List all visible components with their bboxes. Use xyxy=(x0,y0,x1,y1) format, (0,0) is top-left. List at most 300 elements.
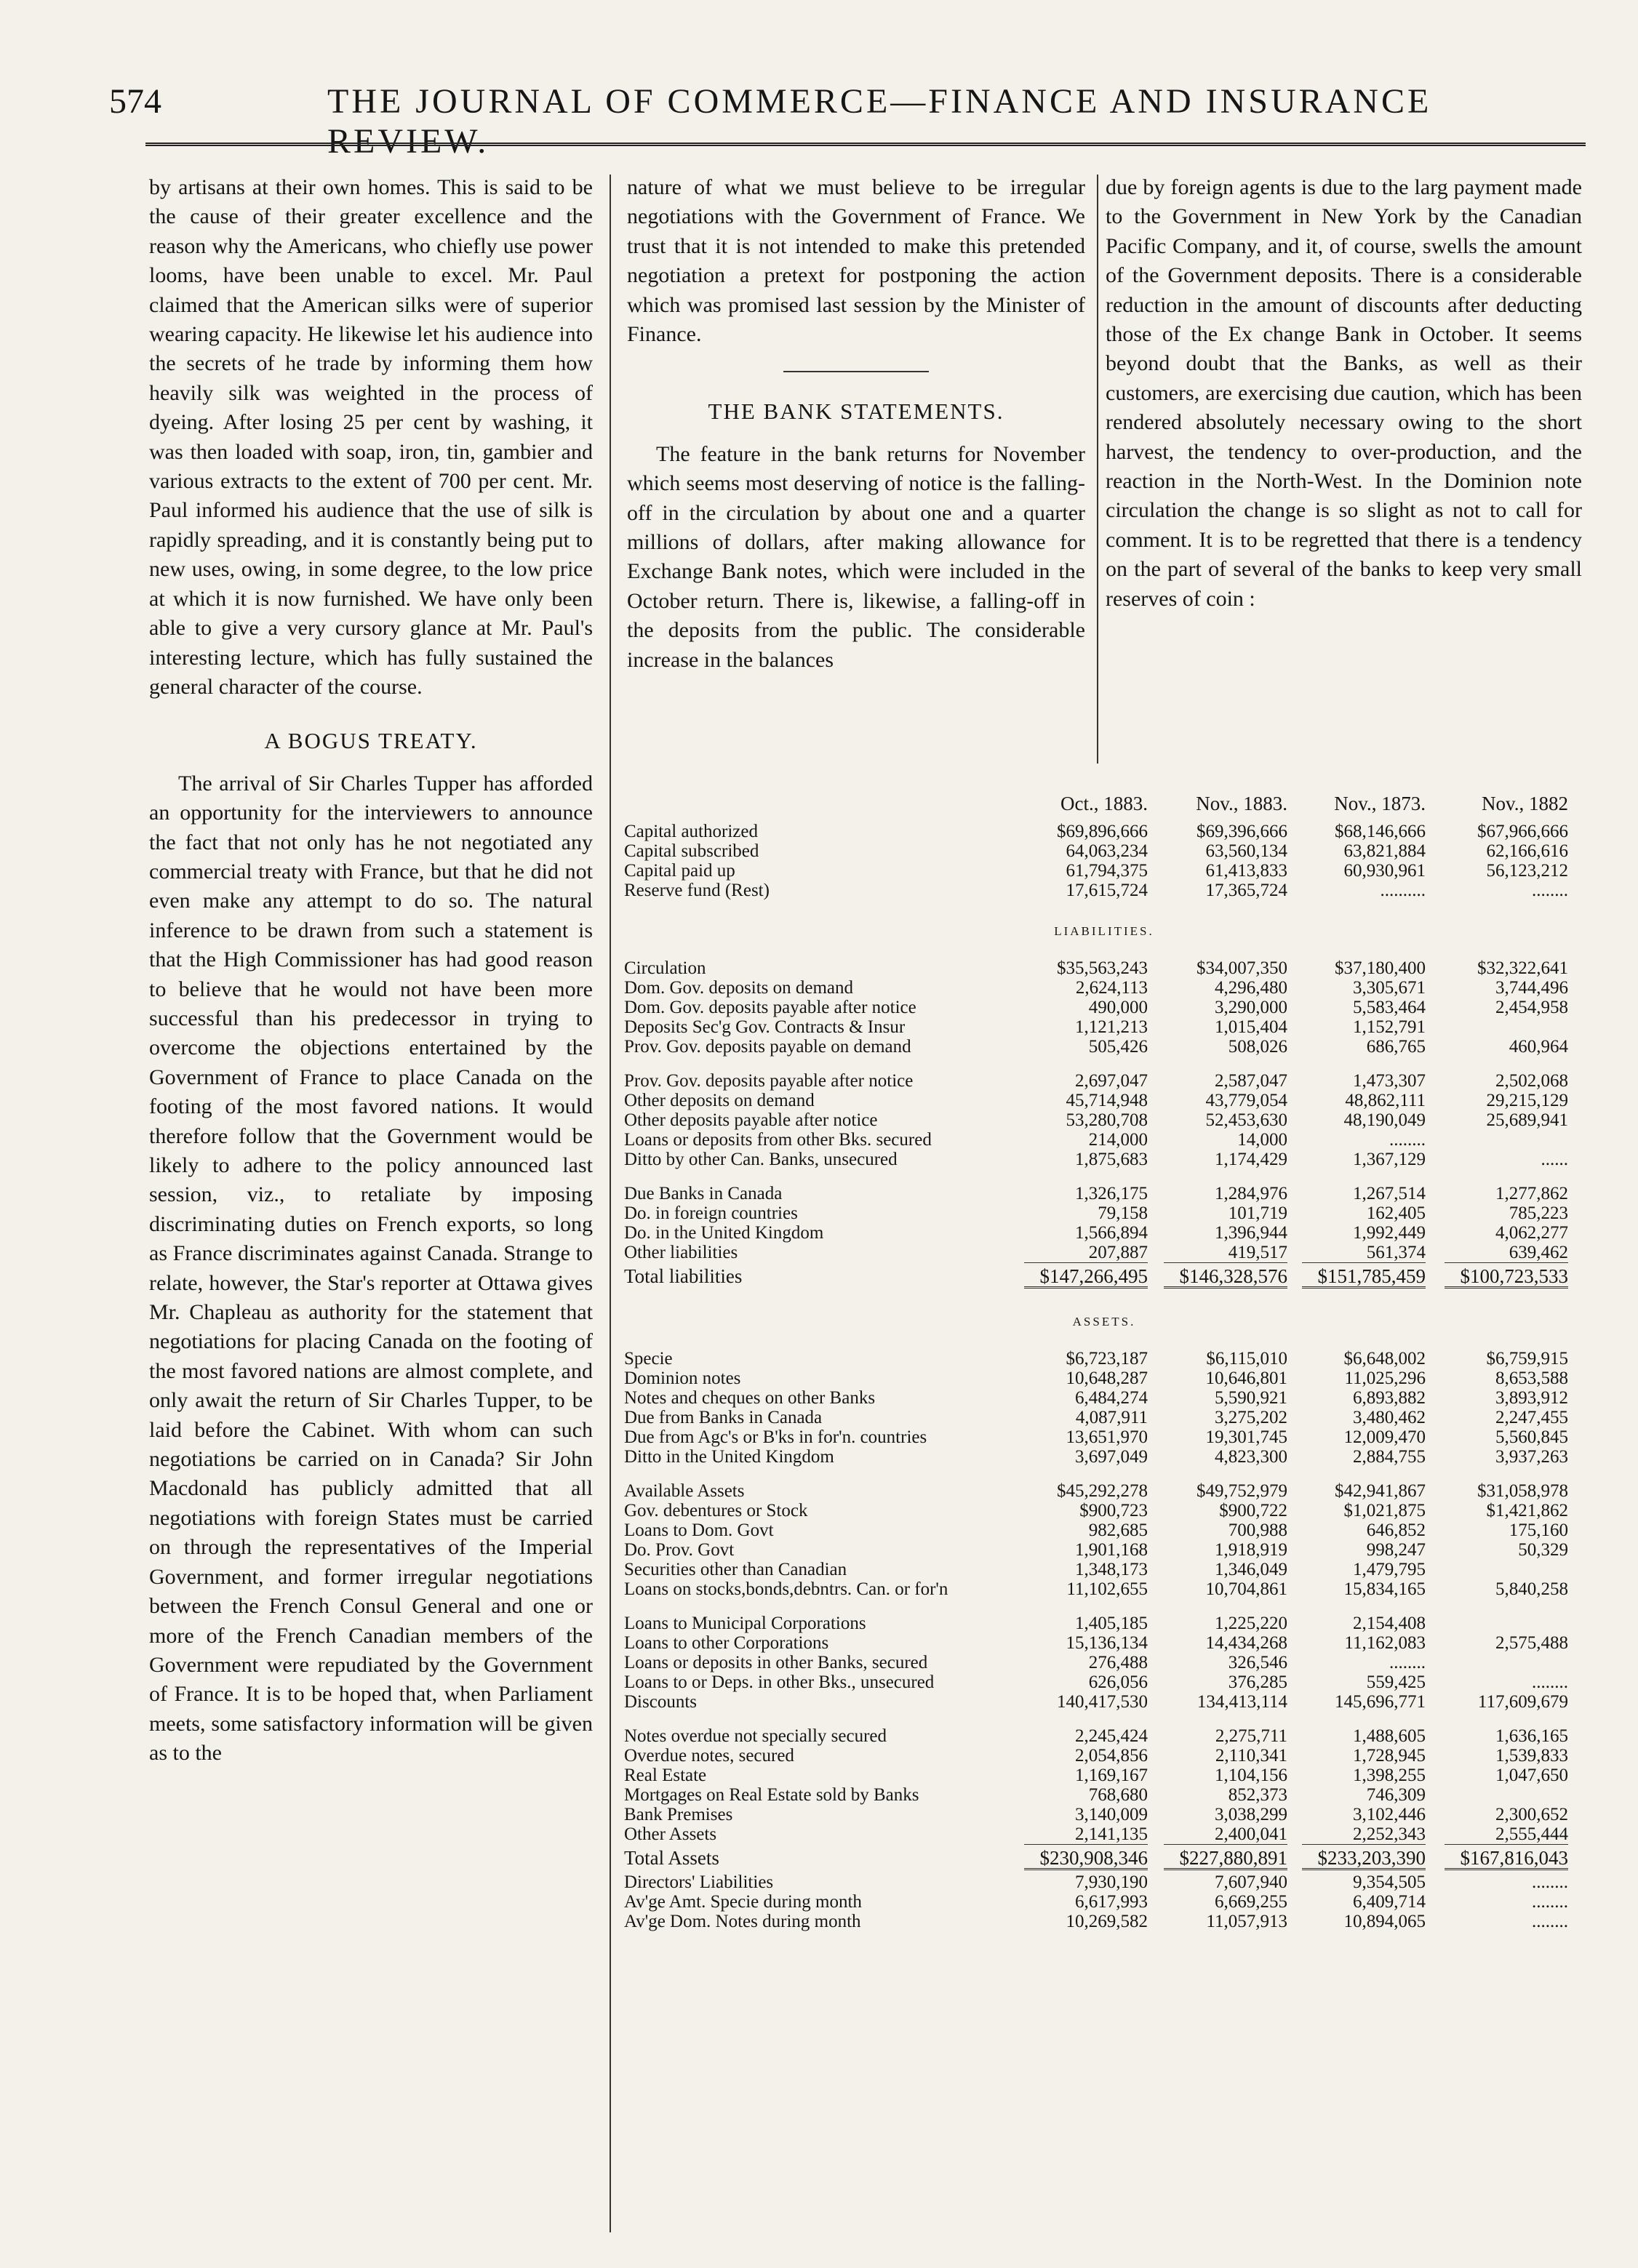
row-value: 5,560,845 xyxy=(1495,1427,1568,1447)
row-label: Gov. debentures or Stock xyxy=(624,1501,808,1520)
row-value: 6,669,255 xyxy=(1215,1892,1287,1912)
row-value: 145,696,771 xyxy=(1335,1692,1426,1712)
row-value: 639,462 xyxy=(1509,1243,1568,1262)
row-value: $900,722 xyxy=(1219,1501,1287,1520)
row-value: $6,759,915 xyxy=(1486,1349,1568,1369)
row-value: 2,252,343 xyxy=(1353,1824,1426,1844)
row-value: $227,880,891 xyxy=(1179,1847,1287,1869)
row-label: Prov. Gov. deposits payable after notice xyxy=(624,1071,914,1091)
bank-statement-table xyxy=(624,794,1584,1931)
row-value: .......... xyxy=(1380,881,1426,900)
row-value: $42,941,867 xyxy=(1335,1481,1426,1501)
row-value: 508,026 xyxy=(1228,1037,1287,1057)
row-label: Due from Agc's or B'ks in for'n. countries xyxy=(624,1427,927,1447)
table-row xyxy=(624,1184,1584,1203)
row-value: ........ xyxy=(1389,1653,1426,1672)
row-value: 10,704,861 xyxy=(1205,1579,1287,1599)
row-value: 1,367,129 xyxy=(1353,1150,1426,1169)
table-row xyxy=(624,861,1584,881)
row-label: Capital paid up xyxy=(624,861,735,881)
row-label: Securities other than Canadian xyxy=(624,1560,847,1579)
row-value: $67,966,666 xyxy=(1477,822,1568,841)
row-value: 207,887 xyxy=(1088,1243,1148,1262)
col-header: Nov., 1873. xyxy=(1334,793,1426,814)
row-label: Total Assets xyxy=(624,1848,719,1868)
row-label: Prov. Gov. deposits payable on demand xyxy=(624,1037,911,1057)
row-value: $146,328,576 xyxy=(1179,1265,1287,1287)
table-row xyxy=(624,1203,1584,1223)
row-value: 1,121,213 xyxy=(1075,1017,1148,1037)
row-value: 3,290,000 xyxy=(1215,998,1287,1017)
row-label: Mortgages on Real Estate sold by Banks xyxy=(624,1785,919,1805)
article-continuation: by artisans at their own homes. This is said to be the cause of their greater excellence and the reason why the Americans, who chiefly use power looms, have been unable to excel. Mr. Paul claimed that the American silks were of superior wearing capacity. He likewise let his audience into the secrets of he trade by informing them how heavily silk was weighted in the process of dyeing. After losing 25 per cent by washing, it was then loaded with soap, iron, tin, gambier and various extracts to the extent of 700 per cent. Mr. Paul informed his audience that the use of silk is rapidly spreading, and it is constantly being put to new uses, owing, in some degree, to the low price at which it is now furnished. We have only been able to give a very cursory glance at Mr. Paul's interesting lecture, which has fully sustained the general character of the course. xyxy=(149,175,593,699)
table-row xyxy=(624,1388,1584,1408)
row-value: 3,937,263 xyxy=(1495,1447,1568,1467)
row-value: 2,245,424 xyxy=(1075,1726,1148,1746)
table-row xyxy=(624,1408,1584,1427)
column-rule-1 xyxy=(610,175,611,2232)
table-row xyxy=(624,1692,1584,1712)
row-value: 1,284,976 xyxy=(1215,1184,1287,1203)
row-value: 6,409,714 xyxy=(1353,1892,1426,1912)
row-value: 852,373 xyxy=(1228,1785,1287,1805)
row-value: 7,930,190 xyxy=(1075,1872,1148,1892)
row-value: 4,087,911 xyxy=(1075,1408,1148,1427)
col-header: Oct., 1883. xyxy=(1060,793,1148,814)
row-label: Total liabilities xyxy=(624,1267,743,1286)
table-row xyxy=(624,1672,1584,1692)
table-row xyxy=(624,1726,1584,1746)
row-value: 52,453,630 xyxy=(1205,1110,1287,1130)
bogus-treaty-body: The arrival of Sir Charles Tupper has afforded an opportunity for the interviewers to announce the fact that not only has he not negotiated any commercial treaty with France, but that he did not even make any attempt to do so. The natural inference to be drawn from such a statement is that the High Commissioner has had good reason to believe that he would not have been more successful than his predecessor in trying to overcome the objections entertained by the Government of France to place Canada on the footing of the most favored nations. It would therefore follow that the Government would be likely to adhere to the policy announced last session, viz., to retaliate by imposing discriminating duties on French exports, so long as France discriminates against Canada. Strange to relate, however, the Star's reporter at Ottawa gives Mr. Chapleau as authority for the statement that negotiations for placing Canada on the footing of the most favored nations are almost complete, and only await the return of Sir Charles Tupper, to be laid before the Cabinet. With whom can such negotiations be carried on in Canada? Sir John Macdonald has publicly admitted that all negotiations with foreign States must be carried on through the representatives of the Imperial Government, and former irregular negotiations between the French Consul General and one or more of the French Canadian members of the Government were repudiated by the Government of France. It is to be hoped that, when Parliament meets, some satisfactory information will be given as to the xyxy=(149,771,593,1766)
row-value: 53,280,708 xyxy=(1066,1110,1148,1130)
row-label: Notes and cheques on other Banks xyxy=(624,1388,876,1408)
table-row xyxy=(624,1369,1584,1388)
row-value: 17,615,724 xyxy=(1066,881,1148,900)
row-value: $35,563,243 xyxy=(1057,958,1148,978)
row-gap xyxy=(624,1169,1584,1184)
row-value: $69,896,666 xyxy=(1057,822,1148,841)
row-value: 11,057,913 xyxy=(1206,1912,1287,1931)
row-value: 1,398,255 xyxy=(1353,1766,1426,1785)
row-value: 25,689,941 xyxy=(1486,1110,1568,1130)
row-value: 14,434,268 xyxy=(1205,1633,1287,1653)
row-value: 419,517 xyxy=(1228,1243,1287,1262)
row-value: 64,063,234 xyxy=(1066,841,1148,861)
row-value: 1,396,944 xyxy=(1215,1223,1287,1243)
table-row xyxy=(624,1223,1584,1243)
row-value: 10,646,801 xyxy=(1205,1369,1287,1388)
table-row xyxy=(624,1150,1584,1169)
row-value: 2,502,068 xyxy=(1495,1071,1568,1091)
table-row xyxy=(624,1579,1584,1599)
row-value: 15,834,165 xyxy=(1343,1579,1426,1599)
row-label: Do. Prov. Govt xyxy=(624,1540,735,1560)
row-value: $6,648,002 xyxy=(1343,1349,1426,1369)
row-label: Ditto by other Can. Banks, unsecured xyxy=(624,1150,898,1169)
row-value: 2,275,711 xyxy=(1215,1726,1287,1746)
row-value: $233,203,390 xyxy=(1317,1847,1426,1869)
row-value: 5,590,921 xyxy=(1215,1388,1287,1408)
row-value: 768,680 xyxy=(1088,1785,1148,1805)
row-value: 1,539,833 xyxy=(1495,1746,1568,1766)
bank-statements-continuation: due by foreign agents is due to the larg payment made to the Government in New York by the Canadian Pacific Company, and it, of course, swells the amount of the Government deposits. There is a considerable reduction in the amount of discounts after deducting those of the Ex change Bank in October. It seems beyond doubt that the Banks, as well as their customers, are exercising due caution, which has been rendered absolutely necessary owing to the short harvest, the tendency to over-production, and the reaction in the North-West. In the Dominion note circulation the change is so slight as not to call for comment. It is to be regretted that there is a tendency on the part of several of the banks to keep very small reserves of coin : xyxy=(1106,175,1582,611)
assets-title: ASSETS. xyxy=(1072,1315,1136,1329)
row-value: 4,062,277 xyxy=(1495,1223,1568,1243)
table-row xyxy=(624,1481,1584,1501)
row-value: 8,653,588 xyxy=(1495,1369,1568,1388)
row-label: Directors' Liabilities xyxy=(624,1872,774,1892)
row-value: 2,555,444 xyxy=(1495,1824,1568,1844)
footer-rows xyxy=(624,1872,1584,1931)
row-value: 48,862,111 xyxy=(1345,1091,1426,1110)
row-label: Loans to Dom. Govt xyxy=(624,1520,774,1540)
table-row xyxy=(624,1633,1584,1653)
row-value: 1,104,156 xyxy=(1215,1766,1287,1785)
row-value: 1,479,795 xyxy=(1353,1560,1426,1579)
row-value: $68,146,666 xyxy=(1335,822,1426,841)
row-value: 1,918,919 xyxy=(1215,1540,1287,1560)
row-value: 15,136,134 xyxy=(1066,1633,1148,1653)
row-value: 998,247 xyxy=(1366,1540,1426,1560)
row-value: 29,215,129 xyxy=(1486,1091,1568,1110)
row-value: 5,840,258 xyxy=(1495,1579,1568,1599)
running-title: THE JOURNAL OF COMMERCE—FINANCE AND INSURANCE REVIEW. xyxy=(327,82,1432,161)
row-value: ...... xyxy=(1541,1150,1568,1169)
row-label: Do. in foreign countries xyxy=(624,1203,798,1223)
table-row xyxy=(624,1243,1584,1262)
row-value: 1,348,173 xyxy=(1075,1560,1148,1579)
row-value: 2,141,135 xyxy=(1075,1824,1148,1844)
row-value: ........ xyxy=(1532,1892,1568,1912)
row-value: 1,174,429 xyxy=(1215,1150,1287,1169)
row-value: 6,484,274 xyxy=(1075,1388,1148,1408)
row-value: ........ xyxy=(1389,1130,1426,1150)
table-row xyxy=(624,1805,1584,1824)
row-value: 3,275,202 xyxy=(1215,1408,1287,1427)
capital-rows xyxy=(624,822,1584,900)
total-liabilities-row xyxy=(624,1267,1584,1286)
row-value: 17,365,724 xyxy=(1205,881,1287,900)
row-value: 56,123,212 xyxy=(1486,861,1568,881)
row-value: 11,162,083 xyxy=(1344,1633,1426,1653)
column-3 xyxy=(1106,173,1582,614)
row-value: 60,930,961 xyxy=(1343,861,1426,881)
row-gap xyxy=(624,1057,1584,1071)
col-header: Nov., 1882 xyxy=(1482,793,1568,814)
row-value: 1,875,683 xyxy=(1075,1150,1148,1169)
row-value: 559,425 xyxy=(1366,1672,1426,1692)
table-row xyxy=(624,1614,1584,1633)
row-value: $69,396,666 xyxy=(1196,822,1287,841)
row-value: $900,723 xyxy=(1079,1501,1148,1520)
table-row xyxy=(624,1653,1584,1672)
row-value: 63,821,884 xyxy=(1343,841,1426,861)
row-value: 101,719 xyxy=(1228,1203,1287,1223)
table-row xyxy=(624,1785,1584,1805)
row-value: 10,894,065 xyxy=(1343,1912,1426,1931)
row-value: 175,160 xyxy=(1509,1520,1568,1540)
row-value: 50,329 xyxy=(1518,1540,1568,1560)
row-value: $1,421,862 xyxy=(1486,1501,1568,1520)
row-label: Capital authorized xyxy=(624,822,758,841)
table-row xyxy=(624,1130,1584,1150)
row-value: 63,560,134 xyxy=(1205,841,1287,861)
row-label: Deposits Sec'g Gov. Contracts & Insur xyxy=(624,1017,906,1037)
row-value: 6,893,882 xyxy=(1353,1388,1426,1408)
bank-statements-heading: THE BANK STATEMENTS. xyxy=(708,398,1004,425)
row-gap xyxy=(624,1467,1584,1481)
table-row xyxy=(624,1746,1584,1766)
row-label: Av'ge Amt. Specie during month xyxy=(624,1892,862,1912)
row-value: 1,015,404 xyxy=(1215,1017,1287,1037)
row-value: $167,816,043 xyxy=(1460,1847,1568,1869)
row-label: Dom. Gov. deposits payable after notice xyxy=(624,998,916,1017)
row-value: 1,636,165 xyxy=(1495,1726,1568,1746)
row-value: 134,413,114 xyxy=(1196,1692,1287,1712)
table-row xyxy=(624,1110,1584,1130)
row-value: 10,648,287 xyxy=(1066,1369,1148,1388)
table-row xyxy=(624,822,1584,841)
column-rule-2 xyxy=(1097,175,1098,764)
column-1 xyxy=(149,173,593,1768)
row-value: 490,000 xyxy=(1088,998,1148,1017)
row-value: $6,115,010 xyxy=(1206,1349,1287,1369)
row-value: 214,000 xyxy=(1088,1130,1148,1150)
row-label: Circulation xyxy=(624,958,706,978)
row-value: 276,488 xyxy=(1088,1653,1148,1672)
table-row xyxy=(624,998,1584,1017)
bank-statements-body: The feature in the bank returns for November which seems most deserving of notice is the falling-off in the circulation by about one and a quarter millions of dollars, after making allowance for Exchange Bank notes, which were included in the October return. There is, likewise, a falling-off in the deposits from the public. The considerable increase in the balances xyxy=(627,441,1085,672)
row-label: Other Assets xyxy=(624,1824,717,1844)
row-value: 1,346,049 xyxy=(1215,1560,1287,1579)
row-value: 79,158 xyxy=(1098,1203,1148,1223)
row-value: 1,152,791 xyxy=(1353,1017,1426,1037)
row-value: 1,047,650 xyxy=(1495,1766,1568,1785)
row-value: 1,901,168 xyxy=(1075,1540,1148,1560)
row-value: 3,744,496 xyxy=(1495,978,1568,998)
row-label: Other liabilities xyxy=(624,1243,738,1262)
row-label: Available Assets xyxy=(624,1481,745,1501)
row-value: 2,454,958 xyxy=(1495,998,1568,1017)
bogus-treaty-heading: A BOGUS TREATY. xyxy=(264,728,478,754)
row-value: 2,697,047 xyxy=(1075,1071,1148,1091)
table-row xyxy=(624,1267,1584,1286)
assets-rows xyxy=(624,1349,1584,1844)
table-row xyxy=(624,1892,1584,1912)
table-row xyxy=(624,958,1584,978)
row-value: 13,651,970 xyxy=(1066,1427,1148,1447)
page-header xyxy=(109,81,1586,161)
row-value: $6,723,187 xyxy=(1066,1349,1148,1369)
table-row xyxy=(624,1766,1584,1785)
row-value: 11,025,296 xyxy=(1344,1369,1426,1388)
row-value: 785,223 xyxy=(1509,1203,1568,1223)
row-value: $100,723,533 xyxy=(1460,1265,1568,1287)
table-row xyxy=(624,1017,1584,1037)
table-row xyxy=(624,1560,1584,1579)
row-value: 43,779,054 xyxy=(1205,1091,1287,1110)
table-row xyxy=(624,841,1584,861)
table-row xyxy=(624,1872,1584,1892)
row-value: 1,267,514 xyxy=(1353,1184,1426,1203)
row-label: Loans on stocks,bonds,debntrs. Can. or for'n xyxy=(624,1579,948,1599)
row-value: ........ xyxy=(1532,881,1568,900)
row-value: $45,292,278 xyxy=(1057,1481,1148,1501)
row-value: 162,405 xyxy=(1366,1203,1426,1223)
table-row xyxy=(624,1540,1584,1560)
row-label: Av'ge Dom. Notes during month xyxy=(624,1912,861,1931)
row-label: Bank Premises xyxy=(624,1805,733,1824)
row-value: 4,296,480 xyxy=(1215,978,1287,998)
liabilities-rows xyxy=(624,958,1584,1262)
table-row xyxy=(624,1447,1584,1467)
row-label: Loans to or Deps. in other Bks., unsecured xyxy=(624,1672,935,1692)
table-row xyxy=(624,1501,1584,1520)
table-row xyxy=(624,1848,1584,1868)
row-value: 686,765 xyxy=(1366,1037,1426,1057)
row-value: 5,583,464 xyxy=(1353,998,1426,1017)
row-label: Overdue notes, secured xyxy=(624,1746,794,1766)
table-row xyxy=(624,978,1584,998)
row-value: 4,823,300 xyxy=(1215,1447,1287,1467)
table-row xyxy=(624,1912,1584,1931)
row-value: 12,009,470 xyxy=(1343,1427,1426,1447)
treaty-continuation: nature of what we must believe to be irregular negotiations with the Government of France. We trust that it is not intended to make this pretended negotiation a pretext for postponing the action which was promised last session by the Minister of Finance. xyxy=(627,175,1085,347)
section-divider xyxy=(783,371,929,372)
row-label: Do. in the United Kingdom xyxy=(624,1223,824,1243)
row-value: $151,785,459 xyxy=(1317,1265,1426,1287)
row-value: 1,277,862 xyxy=(1495,1184,1568,1203)
row-label: Other deposits payable after notice xyxy=(624,1110,878,1130)
row-value: 376,285 xyxy=(1228,1672,1287,1692)
row-value: 1,473,307 xyxy=(1353,1071,1426,1091)
row-value: 11,102,655 xyxy=(1066,1579,1148,1599)
row-value: 326,546 xyxy=(1228,1653,1287,1672)
row-value: 1,992,449 xyxy=(1353,1223,1426,1243)
row-label: Due Banks in Canada xyxy=(624,1184,783,1203)
col-header: Nov., 1883. xyxy=(1196,793,1287,814)
row-label: Ditto in the United Kingdom xyxy=(624,1447,834,1467)
row-value: 3,480,462 xyxy=(1353,1408,1426,1427)
row-value: 505,426 xyxy=(1088,1037,1148,1057)
row-value: 3,305,671 xyxy=(1353,978,1426,998)
row-label: Dom. Gov. deposits on demand xyxy=(624,978,854,998)
row-value: ........ xyxy=(1532,1872,1568,1892)
row-gap xyxy=(624,1712,1584,1726)
row-label: Specie xyxy=(624,1349,673,1369)
row-gap xyxy=(624,1599,1584,1614)
row-value: $147,266,495 xyxy=(1039,1265,1148,1287)
row-value: 3,038,299 xyxy=(1215,1805,1287,1824)
table-row xyxy=(624,881,1584,900)
row-value: 2,110,341 xyxy=(1215,1746,1287,1766)
row-value: 140,417,530 xyxy=(1057,1692,1148,1712)
column-2 xyxy=(627,173,1085,675)
row-label: Due from Banks in Canada xyxy=(624,1408,823,1427)
row-value: $49,752,979 xyxy=(1196,1481,1287,1501)
row-value: 61,794,375 xyxy=(1066,861,1148,881)
table-row xyxy=(624,1520,1584,1540)
row-value: $34,007,350 xyxy=(1196,958,1287,978)
row-value: 1,728,945 xyxy=(1353,1746,1426,1766)
row-label: Real Estate xyxy=(624,1766,707,1785)
table-row xyxy=(624,1037,1584,1057)
row-value: 746,309 xyxy=(1366,1785,1426,1805)
row-value: 626,056 xyxy=(1088,1672,1148,1692)
total-double-rule xyxy=(624,1286,1584,1291)
row-value: 2,587,047 xyxy=(1215,1071,1287,1091)
row-value: 3,697,049 xyxy=(1075,1447,1148,1467)
row-value: 19,301,745 xyxy=(1205,1427,1287,1447)
row-label: Reserve fund (Rest) xyxy=(624,881,770,900)
row-value: 3,893,912 xyxy=(1495,1388,1568,1408)
row-label: Loans or deposits from other Bks. secured xyxy=(624,1130,932,1150)
row-value: 646,852 xyxy=(1366,1520,1426,1540)
row-value: 1,225,220 xyxy=(1215,1614,1287,1633)
row-value: 2,400,041 xyxy=(1215,1824,1287,1844)
row-value: 9,354,505 xyxy=(1353,1872,1426,1892)
row-value: 460,964 xyxy=(1509,1037,1568,1057)
row-value: 2,247,455 xyxy=(1495,1408,1568,1427)
row-value: 561,374 xyxy=(1366,1243,1426,1262)
row-value: $32,322,641 xyxy=(1477,958,1568,978)
row-value: 10,269,582 xyxy=(1066,1912,1148,1931)
row-value: 1,169,167 xyxy=(1075,1766,1148,1785)
page-number: 574 xyxy=(109,82,161,121)
row-label: Dominion notes xyxy=(624,1369,741,1388)
row-label: Notes overdue not specially secured xyxy=(624,1726,887,1746)
header-rule xyxy=(145,143,1586,146)
table-row xyxy=(624,1071,1584,1091)
row-value: 62,166,616 xyxy=(1486,841,1568,861)
row-value: 2,884,755 xyxy=(1353,1447,1426,1467)
row-value: 2,154,408 xyxy=(1353,1614,1426,1633)
row-value: 2,624,113 xyxy=(1075,978,1148,998)
row-value: $230,908,346 xyxy=(1039,1847,1148,1869)
row-value: 1,326,175 xyxy=(1075,1184,1148,1203)
row-value: 45,714,948 xyxy=(1066,1091,1148,1110)
row-value: 48,190,049 xyxy=(1343,1110,1426,1130)
row-value: 2,575,488 xyxy=(1495,1633,1568,1653)
row-value: 982,685 xyxy=(1088,1520,1148,1540)
table-row xyxy=(624,1091,1584,1110)
table-row xyxy=(624,1427,1584,1447)
row-value: 1,405,185 xyxy=(1075,1614,1148,1633)
row-label: Discounts xyxy=(624,1692,697,1712)
row-value: 117,609,679 xyxy=(1477,1692,1568,1712)
row-value: 6,617,993 xyxy=(1075,1892,1148,1912)
row-value: 7,607,940 xyxy=(1215,1872,1287,1892)
table-header xyxy=(624,794,1584,822)
row-value: $1,021,875 xyxy=(1343,1501,1426,1520)
row-value: 61,413,833 xyxy=(1205,861,1287,881)
row-value: $31,058,978 xyxy=(1477,1481,1568,1501)
row-value: ........ xyxy=(1532,1912,1568,1931)
row-value: ........ xyxy=(1532,1672,1568,1692)
row-label: Loans to other Corporations xyxy=(624,1633,829,1653)
row-value: 3,140,009 xyxy=(1075,1805,1148,1824)
row-value: 700,988 xyxy=(1228,1520,1287,1540)
row-value: 3,102,446 xyxy=(1353,1805,1426,1824)
row-value: 2,054,856 xyxy=(1075,1746,1148,1766)
liabilities-title: LIABILITIES. xyxy=(1054,924,1154,938)
row-label: Loans to Municipal Corporations xyxy=(624,1614,866,1633)
row-value: $37,180,400 xyxy=(1335,958,1426,978)
table-row xyxy=(624,1824,1584,1844)
table-row xyxy=(624,1349,1584,1369)
row-label: Other deposits on demand xyxy=(624,1091,815,1110)
